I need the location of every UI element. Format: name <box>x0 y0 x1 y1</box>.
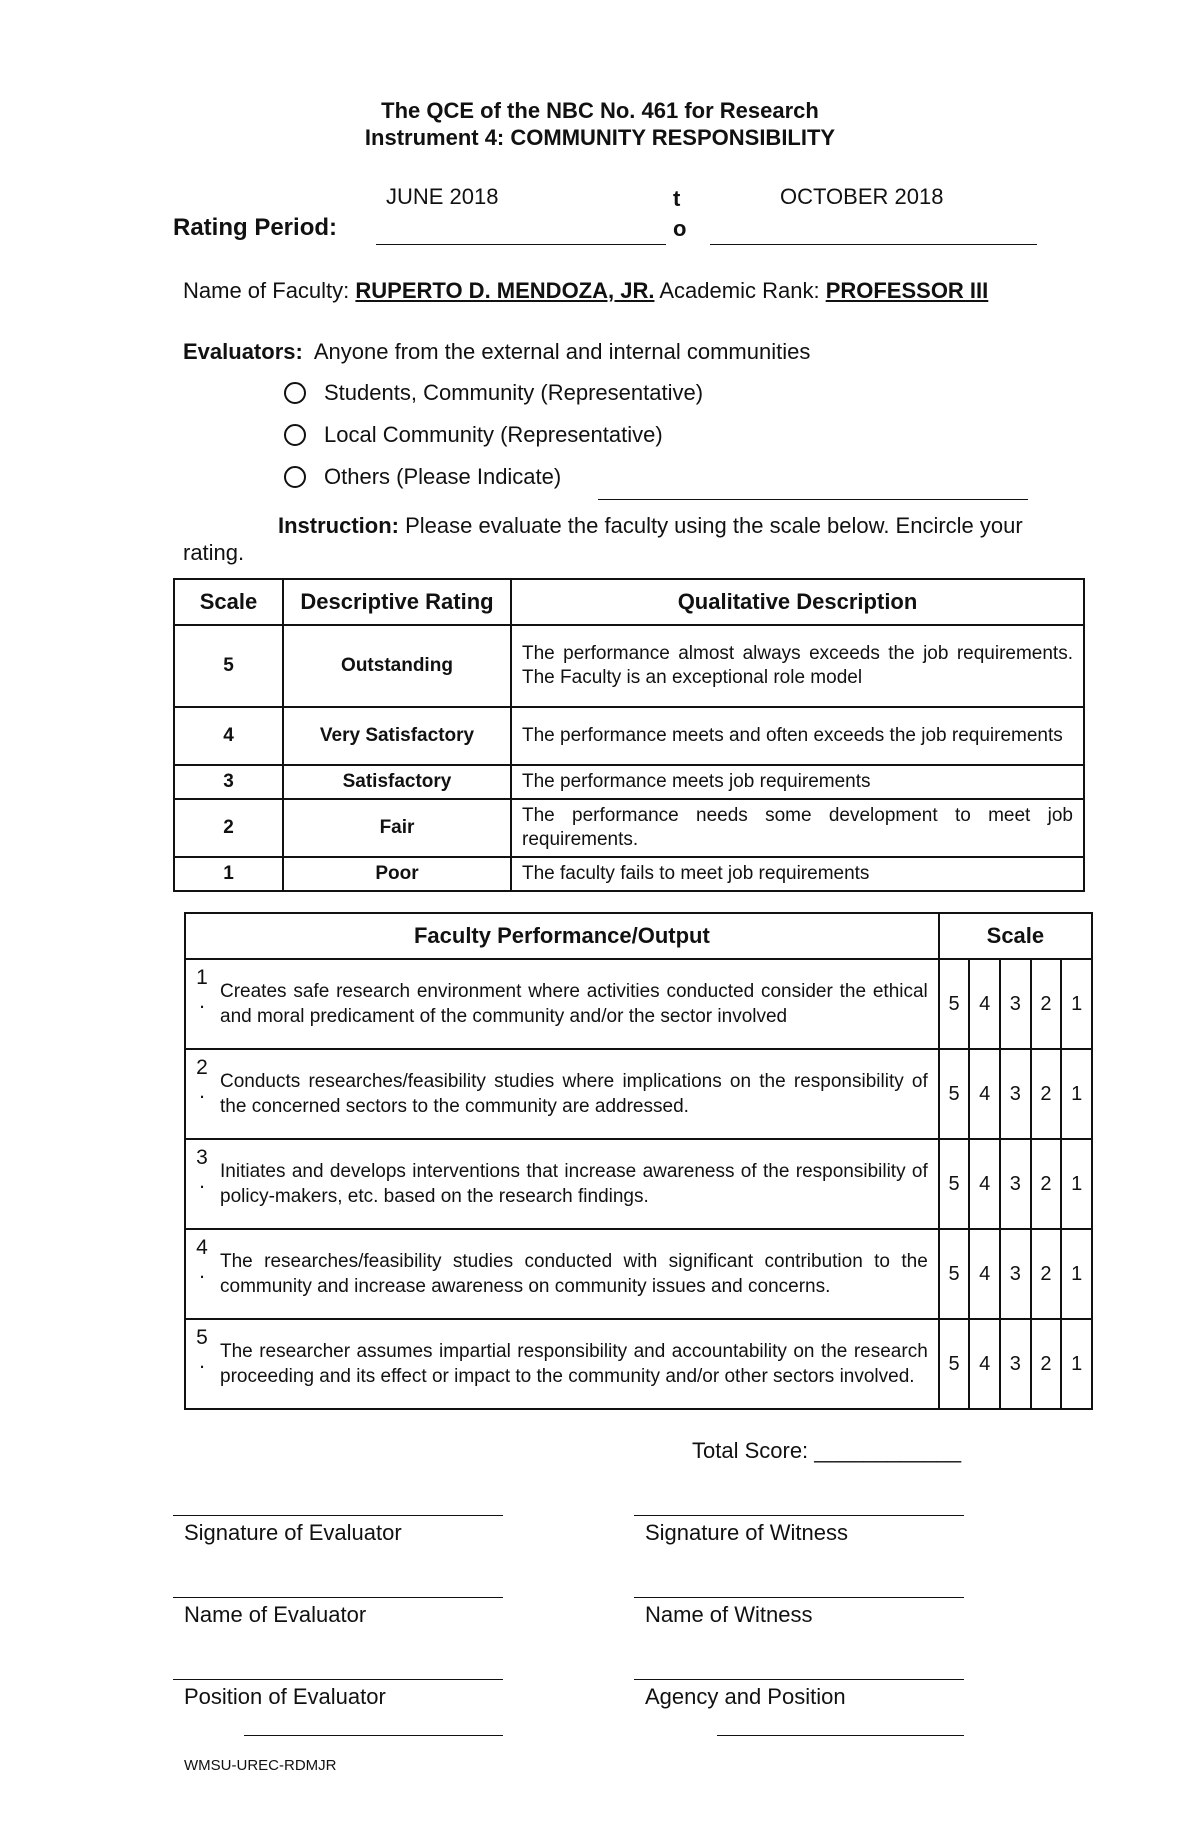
faculty-name: RUPERTO D. MENDOZA, JR. <box>355 278 655 303</box>
instruction-line <box>278 513 1023 539</box>
radio-students-community[interactable] <box>284 382 306 404</box>
rating-option-1[interactable]: 1 <box>1061 1139 1092 1229</box>
name-evaluator-label: Name of Evaluator <box>184 1602 367 1627</box>
descriptive-rating: Satisfactory <box>283 765 511 799</box>
qualitative-description: The performance meets job requirements <box>511 765 1084 799</box>
item-description: The researches/feasibility studies conducted with significant contribution to the community and increase awareness on community issues and concerns. <box>218 1229 939 1319</box>
item-description: Creates safe research environment where activities conducted consider the ethical and moral predicament of the community and/or the sector involved <box>218 959 939 1049</box>
academic-rank-label: Academic Rank: <box>659 278 820 303</box>
faculty-name-label: Name of Faculty: <box>183 278 350 303</box>
rating-option-2[interactable]: 2 <box>1031 1139 1062 1229</box>
rating-option-3[interactable]: 3 <box>1000 1319 1031 1409</box>
performance-row <box>185 959 1092 1049</box>
rating-option-3[interactable]: 3 <box>1000 1229 1031 1319</box>
rating-period-from-line[interactable] <box>376 244 666 245</box>
rating-option-4[interactable]: 4 <box>969 959 1000 1049</box>
evaluator-name-line[interactable] <box>173 1597 503 1598</box>
qualitative-description: The performance needs some development to meet job requirements. <box>511 799 1084 857</box>
rating-period-label: Rating Period: <box>173 214 338 241</box>
scale-row <box>174 707 1084 765</box>
item-number: 4 . <box>185 1229 218 1319</box>
rating-option-5[interactable]: 5 <box>939 1319 970 1409</box>
performance-row <box>185 1049 1092 1139</box>
rating-option-5[interactable]: 5 <box>939 1139 970 1229</box>
scale-value: 2 <box>174 799 283 857</box>
instruction-label: Instruction: <box>278 513 399 538</box>
descriptive-rating: Poor <box>283 857 511 891</box>
evaluators-label: Evaluators: <box>183 339 303 364</box>
rating-scale-table <box>173 578 1085 892</box>
option-students-community: Students, Community (Representative) <box>324 380 704 405</box>
evaluators-description: Anyone from the external and internal communities <box>313 339 811 364</box>
rating-option-2[interactable]: 2 <box>1031 1229 1062 1319</box>
performance-row <box>185 1319 1092 1409</box>
instruction-text: Please evaluate the faculty using the scale below. Encircle your <box>405 513 1023 538</box>
radio-local-community[interactable] <box>284 424 306 446</box>
qualitative-description: The faculty fails to meet job requirements <box>511 857 1084 891</box>
footer-code: WMSU-UREC-RDMJR <box>184 1757 337 1774</box>
item-description: Initiates and develops interventions that increase awareness of the responsibility of policy-makers, etc. based on the research findings. <box>218 1139 939 1229</box>
rating-period-to-line[interactable] <box>710 244 1037 245</box>
rating-option-1[interactable]: 1 <box>1061 1319 1092 1409</box>
rating-option-2[interactable]: 2 <box>1031 1319 1062 1409</box>
signature-evaluator-label: Signature of Evaluator <box>184 1520 402 1545</box>
rating-period-to: OCTOBER 2018 <box>780 184 944 209</box>
descriptive-rating-header: Descriptive Rating <box>283 579 511 625</box>
rating-option-1[interactable]: 1 <box>1061 1049 1092 1139</box>
witness-agency-line[interactable] <box>634 1679 964 1680</box>
rating-period-to-t: t <box>673 186 681 211</box>
position-evaluator-label: Position of Evaluator <box>184 1684 386 1709</box>
scale-row <box>174 799 1084 857</box>
radio-others[interactable] <box>284 466 306 488</box>
rating-option-4[interactable]: 4 <box>969 1319 1000 1409</box>
item-number: 5 . <box>185 1319 218 1409</box>
rating-option-2[interactable]: 2 <box>1031 1049 1062 1139</box>
instruction-text-cont: rating. <box>183 540 245 565</box>
total-score[interactable]: Total Score: ____________ <box>692 1438 962 1463</box>
others-indicate-line[interactable] <box>598 499 1028 500</box>
item-number: 3 . <box>185 1139 218 1229</box>
qualitative-description: The performance almost always exceeds the job requirements. The Faculty is an exceptional role model <box>511 625 1084 707</box>
evaluator-signature-line[interactable] <box>173 1515 503 1516</box>
rating-option-5[interactable]: 5 <box>939 1049 970 1139</box>
evaluator-position-line[interactable] <box>173 1679 503 1680</box>
descriptive-rating: Outstanding <box>283 625 511 707</box>
signature-witness-label: Signature of Witness <box>645 1520 848 1545</box>
item-number: 2 . <box>185 1049 218 1139</box>
rating-option-3[interactable]: 3 <box>1000 1049 1031 1139</box>
scale-value: 4 <box>174 707 283 765</box>
scale-value: 5 <box>174 625 283 707</box>
rating-option-4[interactable]: 4 <box>969 1139 1000 1229</box>
scale-table-header-row <box>174 579 1084 625</box>
performance-header: Faculty Performance/Output <box>185 913 939 959</box>
qualitative-description-header: Qualitative Description <box>511 579 1084 625</box>
rating-option-4[interactable]: 4 <box>969 1049 1000 1139</box>
performance-scale-header: Scale <box>939 913 1092 959</box>
rating-option-5[interactable]: 5 <box>939 959 970 1049</box>
rating-option-1[interactable]: 1 <box>1061 1229 1092 1319</box>
qualitative-description: The performance meets and often exceeds the job requirements <box>511 707 1084 765</box>
performance-header-row <box>185 913 1092 959</box>
rating-option-5[interactable]: 5 <box>939 1229 970 1319</box>
item-number: 1 . <box>185 959 218 1049</box>
evaluator-extra-line[interactable] <box>244 1735 503 1736</box>
document-title: The QCE of the NBC No. 461 for Research <box>381 98 819 123</box>
scale-row <box>174 857 1084 891</box>
rating-option-2[interactable]: 2 <box>1031 959 1062 1049</box>
evaluators-line <box>183 339 810 365</box>
item-description: The researcher assumes impartial responsibility and accountability on the research proceeding and its effect or impact to the community and/or other sectors involved. <box>218 1319 939 1409</box>
academic-rank: PROFESSOR III <box>825 278 989 303</box>
performance-row <box>185 1139 1092 1229</box>
witness-extra-line[interactable] <box>717 1735 964 1736</box>
descriptive-rating: Fair <box>283 799 511 857</box>
descriptive-rating: Very Satisfactory <box>283 707 511 765</box>
rating-option-3[interactable]: 3 <box>1000 959 1031 1049</box>
scale-value: 1 <box>174 857 283 891</box>
name-witness-label: Name of Witness <box>645 1602 813 1627</box>
document-subtitle: Instrument 4: COMMUNITY RESPONSIBILITY <box>364 125 836 150</box>
rating-period-to-o: o <box>673 216 687 241</box>
performance-row <box>185 1229 1092 1319</box>
rating-option-1[interactable]: 1 <box>1061 959 1092 1049</box>
option-others: Others (Please Indicate) <box>324 464 562 489</box>
rating-option-4[interactable]: 4 <box>969 1229 1000 1319</box>
scale-row <box>174 625 1084 707</box>
scale-header: Scale <box>174 579 283 625</box>
scale-row <box>174 765 1084 799</box>
witness-signature-line[interactable] <box>634 1515 964 1516</box>
faculty-line <box>183 278 988 304</box>
witness-name-line[interactable] <box>634 1597 964 1598</box>
item-description: Conducts researches/feasibility studies where implications on the responsibility of the concerned sectors to the community are addressed. <box>218 1049 939 1139</box>
option-local-community: Local Community (Representative) <box>324 422 663 447</box>
rating-period-from: JUNE 2018 <box>386 184 499 209</box>
rating-option-3[interactable]: 3 <box>1000 1139 1031 1229</box>
scale-value: 3 <box>174 765 283 799</box>
agency-position-label: Agency and Position <box>645 1684 846 1709</box>
performance-table <box>184 912 1093 1410</box>
